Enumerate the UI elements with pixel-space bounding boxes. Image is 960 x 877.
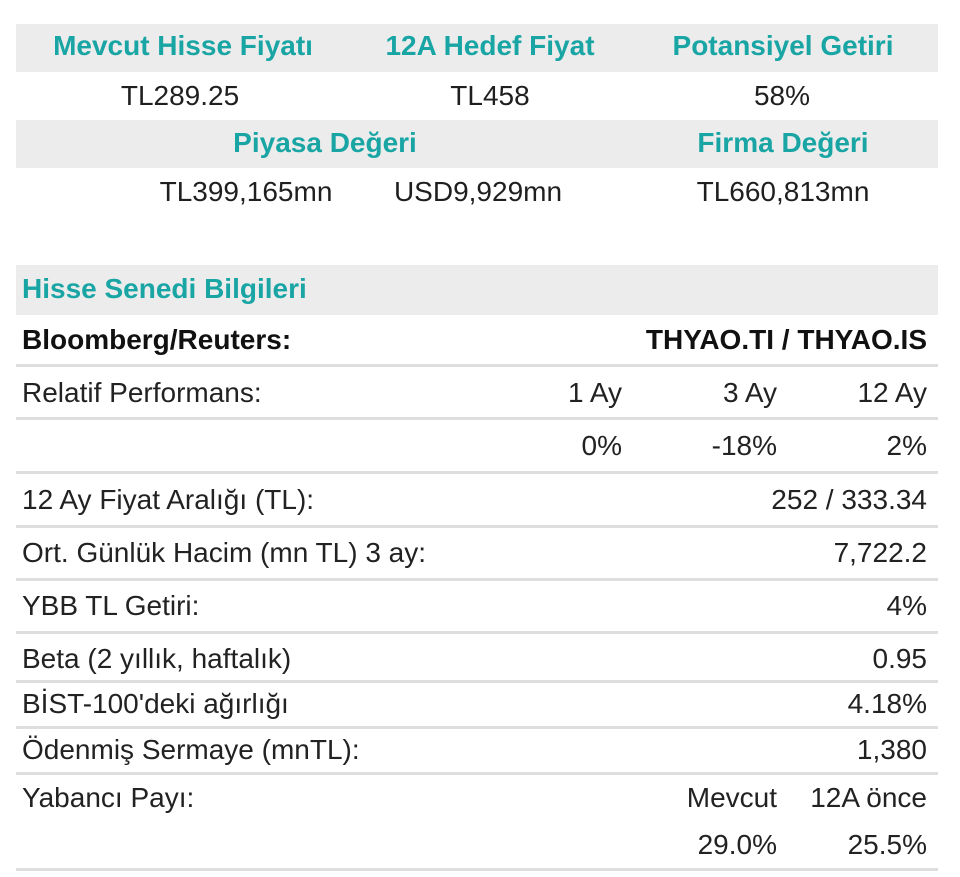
header-market-cap: Piyasa Değeri: [233, 127, 417, 158]
row-value-avg-volume: 7,722.2: [833, 537, 927, 568]
row-divider: [16, 631, 938, 634]
value-potential-return: 58%: [753, 80, 811, 111]
row-value-beta: 0.95: [872, 643, 927, 674]
value-enterprise-value-tl: TL660,813mn: [696, 176, 870, 207]
row-divider: [16, 578, 938, 581]
header-enterprise-value: Firma Değeri: [697, 127, 869, 158]
foreign-share-header-current: Mevcut: [686, 782, 777, 813]
row-value-paid-capital: 1,380: [856, 734, 927, 765]
row-label-beta: Beta (2 yıllık, haftalık): [22, 643, 292, 674]
stock-info-title: Hisse Senedi Bilgileri: [22, 273, 307, 304]
row-value-ytd-return: 4%: [886, 590, 927, 621]
value-target-price: TL458: [450, 80, 530, 111]
relatif-label: Relatif Performans:: [22, 377, 262, 408]
header-potential-return: Potansiyel Getiri: [672, 30, 894, 61]
row-divider: [16, 471, 938, 474]
row-divider: [16, 525, 938, 528]
foreign-share-header-12m-ago: 12A önce: [810, 782, 927, 813]
row-divider: [16, 364, 938, 367]
bloomberg-value: THYAO.TI / THYAO.IS: [645, 324, 927, 355]
foreign-share-value-current: 29.0%: [697, 829, 777, 860]
row-label-ytd-return: YBB TL Getiri:: [22, 590, 200, 621]
bloomberg-label: Bloomberg/Reuters:: [22, 324, 292, 355]
relatif-period-1m: 1 Ay: [568, 377, 622, 408]
relatif-period-12m: 12 Ay: [857, 377, 927, 408]
row-divider: [16, 726, 938, 729]
value-market-cap-tl: TL399,165mn: [159, 176, 333, 207]
row-label-price-range: 12 Ay Fiyat Aralığı (TL):: [22, 484, 315, 515]
row-label-paid-capital: Ödenmiş Sermaye (mnTL):: [22, 734, 360, 765]
row-divider: [16, 680, 938, 683]
foreign-share-label: Yabancı Payı:: [22, 782, 195, 813]
header-target-price: 12A Hedef Fiyat: [385, 30, 595, 61]
foreign-share-value-12m-ago: 25.5%: [847, 829, 927, 860]
row-value-bist-weight: 4.18%: [847, 688, 927, 719]
relatif-value-12m: 2%: [886, 430, 927, 461]
relatif-value-1m: 0%: [581, 430, 622, 461]
row-value-price-range: 252 / 333.34: [771, 484, 927, 515]
relatif-value-3m: -18%: [711, 430, 777, 461]
row-divider: [16, 868, 938, 871]
row-divider: [16, 417, 938, 420]
row-divider: [16, 772, 938, 775]
row-label-bist-weight: BİST-100'deki ağırlığı: [22, 688, 289, 719]
value-market-cap-usd: USD9,929mn: [393, 176, 563, 207]
relatif-period-3m: 3 Ay: [723, 377, 777, 408]
row-label-avg-volume: Ort. Günlük Hacim (mn TL) 3 ay:: [22, 537, 427, 568]
value-current-price: TL289.25: [120, 80, 240, 111]
header-current-price: Mevcut Hisse Fiyatı: [53, 30, 313, 61]
